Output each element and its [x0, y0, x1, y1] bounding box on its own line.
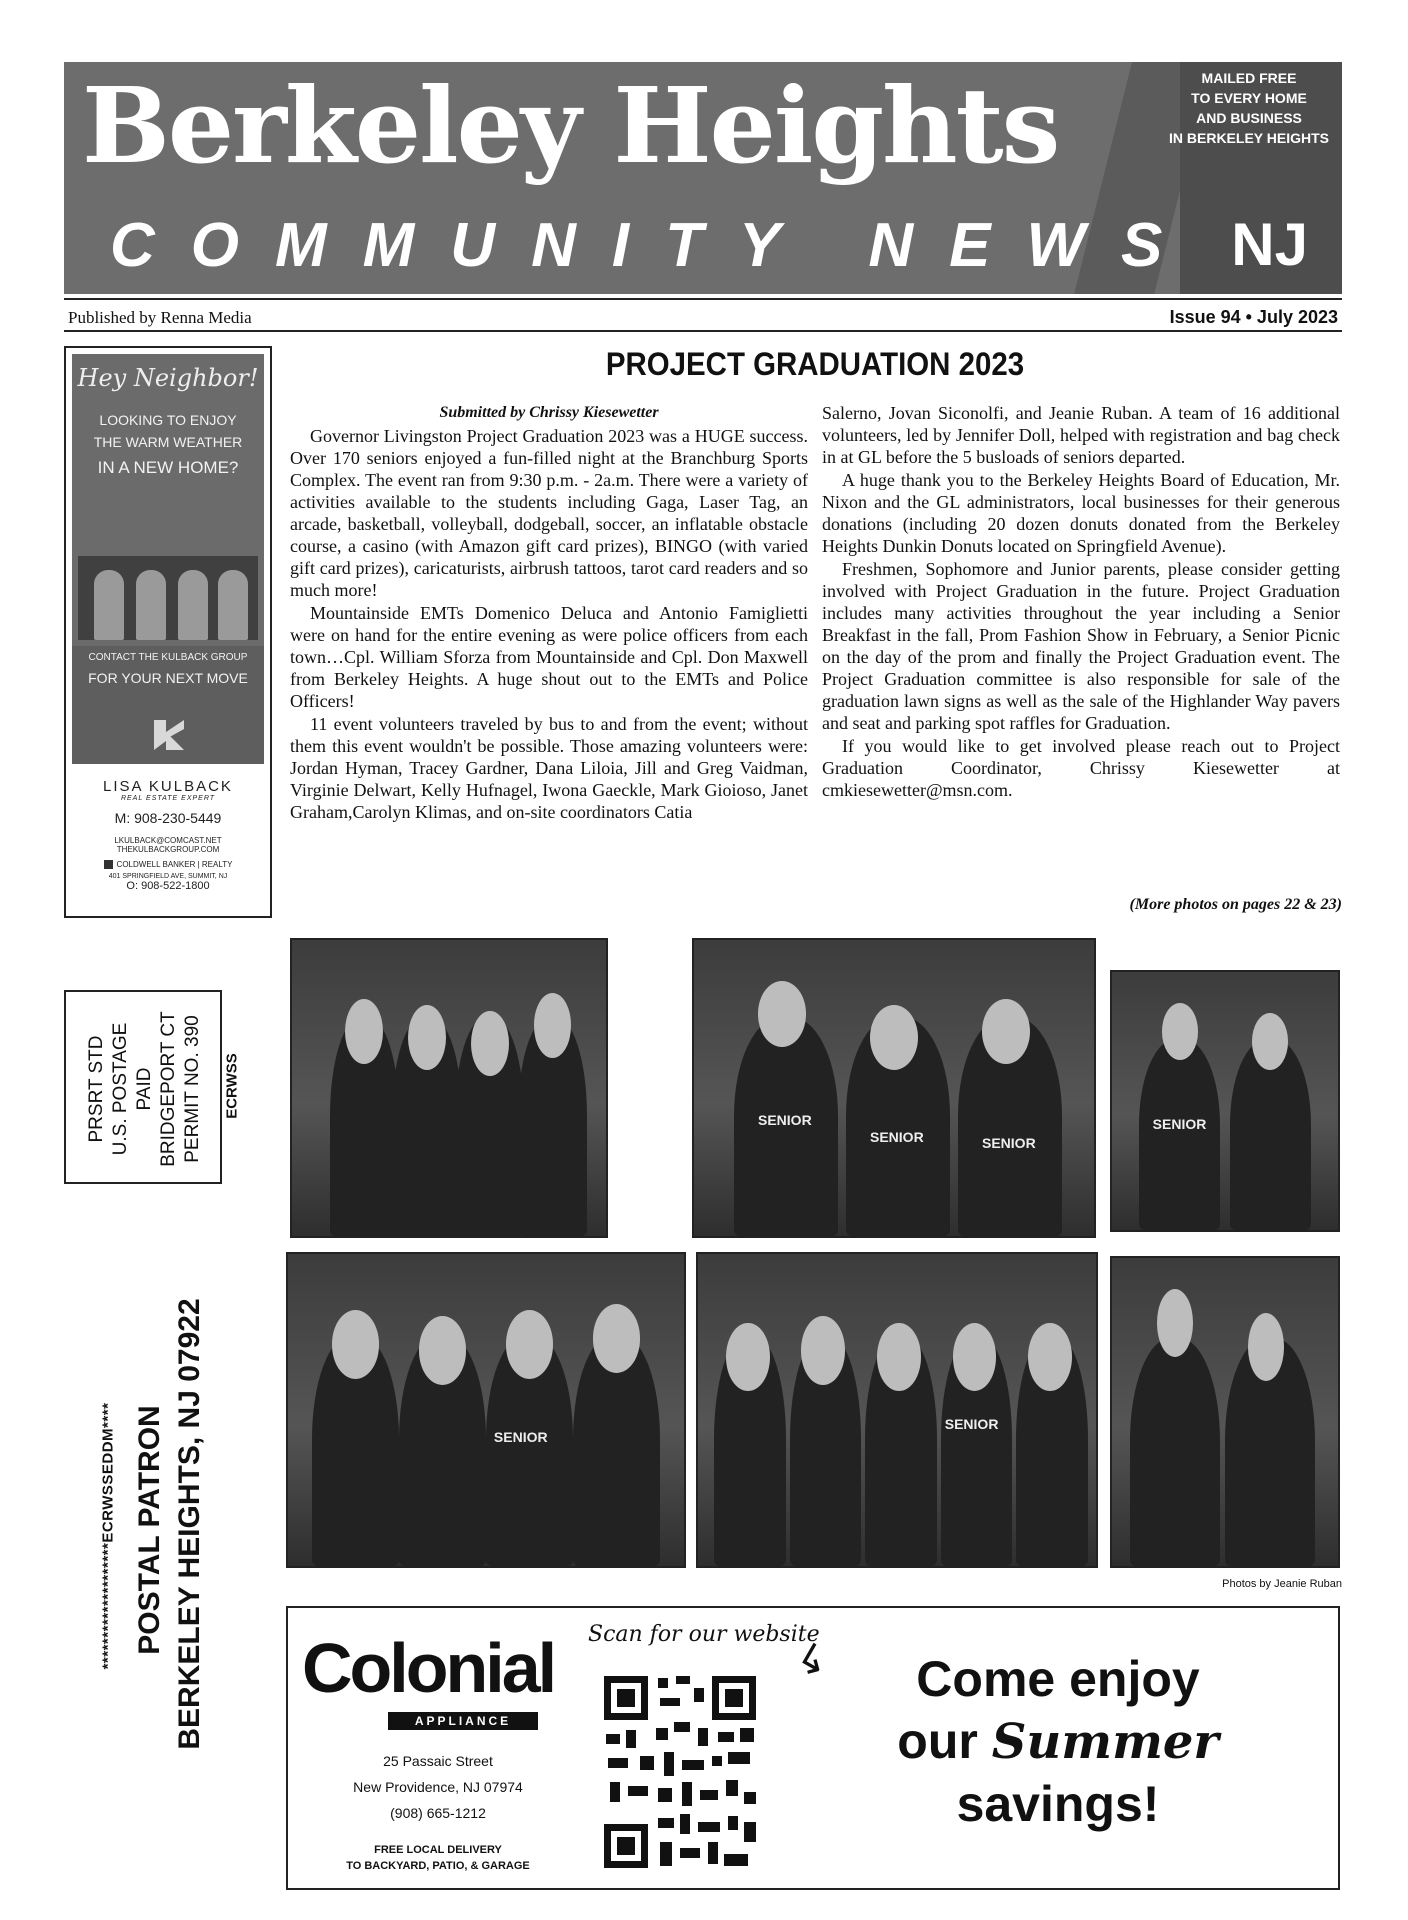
- photo-face: [1028, 1323, 1072, 1392]
- team-member: [136, 570, 166, 640]
- shirt-text: SENIOR: [944, 1416, 999, 1433]
- headline-line: savings!: [956, 1776, 1160, 1832]
- colonial-appliance-ad[interactable]: [286, 1606, 1340, 1890]
- masthead: [64, 62, 1342, 294]
- photo-face: [1157, 1289, 1193, 1357]
- photo-face: [801, 1316, 845, 1385]
- article-column-2: [822, 402, 1340, 802]
- headline-word: our: [897, 1713, 978, 1769]
- agent-name: LISA KULBACK: [103, 778, 233, 795]
- event-photo[interactable]: [692, 938, 1096, 1238]
- photo-face: [1162, 1003, 1198, 1060]
- shirt-text: SENIOR: [870, 1129, 924, 1146]
- team-member: [94, 570, 124, 640]
- newspaper-subtitle: COMMUNITY NEWS: [110, 211, 1199, 280]
- article-column-1: [290, 402, 808, 824]
- mailed-free-line: MAILED FREE: [1201, 70, 1297, 86]
- agent-mobile: M: 908-230-5449: [114, 810, 222, 826]
- photo-credit: Photos by Jeanie Ruban: [1222, 1578, 1342, 1590]
- photo-person: [1130, 1338, 1220, 1566]
- headline-line: Come enjoy: [916, 1651, 1200, 1707]
- postage-line: PERMIT NO. 390: [182, 1015, 203, 1163]
- photo-face: [332, 1310, 380, 1379]
- postal-patron: POSTAL PATRON: [133, 1405, 166, 1655]
- agent-title: REAL ESTATE EXPERT: [120, 795, 216, 802]
- qr-code-icon[interactable]: [600, 1672, 760, 1872]
- shirt-text: SENIOR: [982, 1135, 1036, 1152]
- photo-face: [419, 1316, 467, 1385]
- postage-indicia: [64, 990, 222, 1184]
- article-paragraph: If you would like to get involved please reach out to Project Graduation Coordinator, Chrissy Kiesewetter at cmkiesewetter@msn.com.: [822, 736, 1340, 800]
- photo-face: [506, 1310, 554, 1379]
- colonial-address: [328, 1748, 548, 1826]
- event-photo[interactable]: [1110, 970, 1340, 1232]
- realtor-contact-band: [72, 646, 264, 764]
- postal-city: BERKELEY HEIGHTS, NJ 07922: [173, 1298, 206, 1750]
- shirt-text: SENIOR: [1152, 1116, 1207, 1133]
- agent-email: LKULBACK@COMCAST.NET: [114, 836, 222, 845]
- team-member: [178, 570, 208, 640]
- colonial-headline: [788, 1648, 1328, 1835]
- brokerage-name: COLDWELL BANKER | REALTY: [116, 860, 233, 869]
- headline-line: [788, 1710, 1328, 1773]
- postage-text: [85, 994, 205, 1184]
- mailed-free-notice: [1144, 68, 1342, 148]
- postage-line: BRIDGEPORT CT: [158, 1011, 179, 1167]
- photo-face: [870, 1005, 918, 1070]
- postage-line: PAID: [134, 1067, 155, 1111]
- state-label: NJ: [1231, 211, 1308, 278]
- mailed-free-line: AND BUSINESS: [1196, 110, 1302, 126]
- realtor-team-photo: [78, 556, 258, 640]
- team-member: [218, 570, 248, 640]
- realtor-greeting: Hey Neighbor!: [77, 364, 259, 392]
- realtor-line: THE WARM WEATHER: [93, 434, 243, 450]
- photo-face: [1248, 1313, 1284, 1381]
- issue-date: Issue 94 • July 2023: [1169, 307, 1338, 327]
- coldwell-banker-icon: [104, 860, 113, 869]
- shirt-text: SENIOR: [758, 1111, 812, 1128]
- agent-website: THEKULBACKGROUP.COM: [116, 845, 220, 854]
- realtor-contact-line: FOR YOUR NEXT MOVE: [88, 670, 248, 686]
- article-paragraph: 11 event volunteers traveled by bus to and from the event; without them this event wouldn't be possible. Those amazing volunteers were: Jordan Hyman, Tracey Gardner, Dana Liloia, Jill and Greg Vaidman, Virginie Delwart, Kelly Hufnagel, Iwona Gaeckle, Mark Gioioso, Janet Graham,Carolyn Klimas, and on-site coordinators Catia: [290, 714, 808, 822]
- realtor-ad-top: [72, 354, 264, 646]
- realtor-line: LOOKING TO ENJOY: [99, 412, 237, 428]
- event-photo[interactable]: [290, 938, 608, 1238]
- photo-face: [982, 999, 1030, 1064]
- delivery-line: TO BACKYARD, PATIO, & GARAGE: [346, 1860, 530, 1872]
- article-paragraph: A huge thank you to the Berkeley Heights Board of Education, Mr. Nixon and the GL administrators, local businesses for their generous donations (including 20 dozen donuts donated from the Berkeley Heights Dunkin Donuts located on Springfield Avenue).: [822, 470, 1340, 556]
- article-headline: PROJECT GRADUATION 2023: [605, 346, 1025, 382]
- event-photo[interactable]: [696, 1252, 1098, 1568]
- mailed-free-line: IN BERKELEY HEIGHTS: [1169, 130, 1329, 146]
- photo-face: [345, 999, 383, 1064]
- publisher: Published by Renna Media: [68, 308, 252, 327]
- postage-line: PRSRT STD: [86, 1035, 107, 1143]
- photo-face: [593, 1304, 641, 1373]
- shirt-text: SENIOR: [493, 1428, 548, 1445]
- ecrwss-label: ECRWSS: [223, 1053, 241, 1119]
- photo-face: [471, 1011, 509, 1076]
- photo-person: [1139, 1039, 1220, 1230]
- office-phone: O: 908-522-1800: [126, 880, 210, 893]
- arrow-icon: ↳: [786, 1632, 839, 1690]
- realtor-contact-line: CONTACT THE KULBACK GROUP: [88, 652, 248, 663]
- article-paragraph: Mountainside EMTs Domenico Deluca and Antonio Famiglietti were on hand for the entire evening as were police officers from each town…Cpl. William Sforza from Mountainside and Cpl. Don Maxwell from Berkeley Heights. A huge shout out to the EMTs and Police Officers!: [290, 603, 808, 711]
- photo-face: [726, 1323, 770, 1392]
- photo-face: [408, 1005, 446, 1070]
- photo-face: [758, 981, 806, 1046]
- photo-face: [1252, 1013, 1288, 1070]
- brokerage: [72, 860, 264, 869]
- office-address: 401 SPRINGFIELD AVE, SUMMIT, NJ: [108, 873, 228, 881]
- kulback-logo-icon: [154, 720, 184, 750]
- address-line: 25 Passaic Street: [383, 1753, 493, 1769]
- postage-line: U.S. POSTAGE: [110, 1022, 131, 1156]
- address-line: (908) 665-1212: [390, 1805, 486, 1821]
- delivery-line: FREE LOCAL DELIVERY: [374, 1844, 502, 1856]
- colonial-logo: Colonial: [302, 1629, 555, 1707]
- event-photo[interactable]: [286, 1252, 686, 1568]
- mail-barcode-line: ********************ECRWSSEDDM****: [99, 1402, 117, 1670]
- event-photo[interactable]: [1110, 1256, 1340, 1568]
- headline-summer: Summer: [991, 1714, 1219, 1770]
- article-paragraph: Salerno, Jovan Siconolfi, and Jeanie Ruban. A team of 16 additional volunteers, led by Jennifer Doll, helped with registration and bag check in at GL before the 5 busloads of seniors departed.: [822, 403, 1340, 467]
- realtor-line: IN A NEW HOME?: [97, 458, 239, 477]
- realtor-agent-info: [72, 778, 264, 892]
- publication-row: [64, 298, 1342, 332]
- photo-face: [877, 1323, 921, 1392]
- article-paragraph: Freshmen, Sophomore and Junior parents, please consider getting involved with Project Graduation in the future. Project Graduation includes many activities throughout the year including a Senior Breakfast in the fall, Prom Fashion Show in February, a Senior Picnic on the day of the prom and finally the Project Graduation event. The Project Graduation committee is also responsible for sale of the graduation lawn signs as well as the sale of the Highlander Way pavers and seat and parking spot raffles for Graduation.: [822, 559, 1340, 733]
- more-photos-note: (More photos on pages 22 & 23): [1129, 896, 1342, 913]
- newspaper-title: Berkeley Heights: [82, 64, 1059, 187]
- colonial-delivery: [308, 1842, 568, 1874]
- mailed-free-line: TO EVERY HOME: [1191, 90, 1307, 106]
- realtor-ad[interactable]: [64, 346, 272, 918]
- article-paragraph: Governor Livingston Project Graduation 2023 was a HUGE success. Over 170 seniors enjoyed a fun-filled night at the Branchburg Sports Complex. The event ran from 9:30 p.m. - 2a.m. There were a variety of activities available to the students including Gaga, Laser Tag, an arcade, basketball, volleyball, dodgeball, soccer, an inflatable obstacle course, a casino (with Amazon gift card prizes), BINGO (with varied gift card prizes), caricaturists, airbrush tattoos, tarot card readers and so much more!: [290, 426, 808, 600]
- scan-prompt: Scan for our website: [588, 1622, 820, 1647]
- colonial-logo-sub: APPLIANCE: [388, 1712, 538, 1730]
- article-byline: Submitted by Chrissy Kiesewetter: [439, 404, 659, 421]
- address-line: New Providence, NJ 07974: [353, 1779, 523, 1795]
